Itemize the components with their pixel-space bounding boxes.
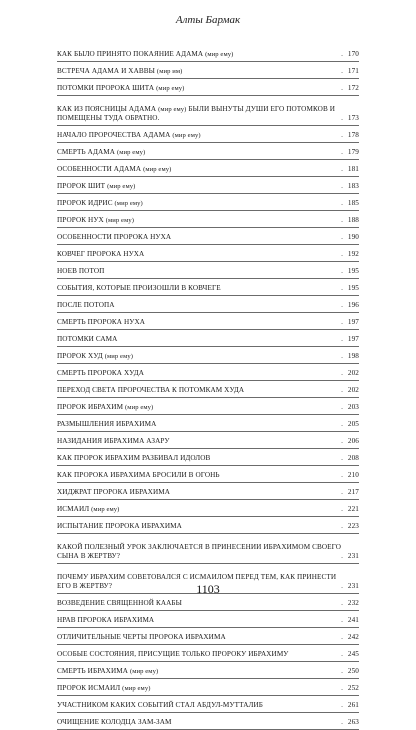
- toc-leader-dots: .: [341, 505, 343, 513]
- toc-entry-title-text: ПОСЛЕ ПОТОПА: [57, 301, 115, 309]
- toc-leader-dots: .: [341, 616, 343, 624]
- toc-entry-title: [57, 105, 341, 123]
- toc-entry-page: 170: [347, 50, 359, 58]
- toc-leader-dots: .: [341, 216, 343, 224]
- toc-entry-title: [57, 616, 341, 625]
- toc-entry[interactable]: [57, 517, 359, 534]
- toc-entry-page: 197: [347, 318, 359, 326]
- toc-entry-title-text: ПРОРОК ИБРАХИМ: [57, 403, 124, 411]
- toc-entry-page: 190: [347, 233, 359, 241]
- toc-leader-dots: .: [341, 250, 343, 258]
- toc-entry-page: 250: [347, 667, 359, 675]
- toc-entry-title: [57, 454, 341, 463]
- toc-entry-note: (мир ему): [125, 404, 154, 411]
- toc-entry-note: (мир ему): [116, 149, 146, 156]
- toc-entry-page: 171: [347, 67, 359, 75]
- toc-entry-title-text: ПРОРОК ШИТ: [57, 182, 106, 190]
- toc-entry-title-text: ОСОБЕННОСТИ ПРОРОКА НУХА: [57, 233, 172, 241]
- toc-entry-title: [57, 250, 341, 259]
- toc-entry[interactable]: [57, 432, 359, 449]
- toc-entry-title-text: НАЗИДАНИЯ ИБРАХИМА АЗАРУ: [57, 437, 170, 445]
- toc-entry-title-text: СМЕРТЬ ПРОРОКА НУХА: [57, 318, 146, 326]
- toc-entry-title-text: ПРОРОК ИСМАИЛ: [57, 684, 121, 692]
- toc-leader-dots: .: [341, 454, 343, 462]
- toc-leader-dots: .: [341, 403, 343, 411]
- toc-entry[interactable]: [57, 628, 359, 645]
- toc-entry[interactable]: [57, 500, 359, 517]
- toc-entry-page: 221: [347, 505, 359, 513]
- toc-leader-dots: .: [341, 233, 343, 241]
- toc-entry[interactable]: [57, 296, 359, 313]
- toc-entry-title-text: ОТЛИЧИТЕЛЬНЫЕ ЧЕРТЫ ПРОРОКА ИБРАХИМА: [57, 633, 226, 641]
- toc-entry-note: (мир ему): [107, 183, 136, 190]
- toc-entry-title-text: КАК ПРОРОКА ИБРАХИМА БРОСИЛИ В ОГОНЬ: [57, 471, 220, 479]
- toc-entry-title: [57, 199, 341, 208]
- toc-entry-title: [57, 633, 341, 642]
- toc-entry-note: (мир ему): [172, 132, 201, 139]
- toc-entry-page: 181: [347, 165, 359, 173]
- toc-leader-dots: .: [341, 165, 343, 173]
- toc-entry[interactable]: [57, 279, 359, 296]
- toc-entry-note: (мир ему): [156, 85, 185, 92]
- toc-entry-title: [57, 599, 341, 608]
- toc-entry-title: [57, 522, 341, 531]
- toc-entry-page: 172: [347, 84, 359, 92]
- toc-entry-title-text: ХИДЖРАТ ПРОРОКА ИБРАХИМА: [57, 488, 171, 496]
- toc-leader-dots: .: [341, 301, 343, 309]
- toc-entry-page: 205: [347, 420, 359, 428]
- toc-entry-page: 195: [347, 284, 359, 292]
- toc-entry-page: 173: [347, 114, 359, 122]
- toc-entry-title-text: НРАВ ПРОРОКА ИБРАХИМА: [57, 616, 155, 624]
- toc-leader-dots: .: [341, 471, 343, 479]
- toc-entry-title: [57, 505, 341, 514]
- toc-entry-title: [57, 284, 341, 293]
- running-title: Алты Бармак: [175, 14, 241, 26]
- toc-entry[interactable]: [57, 62, 359, 79]
- toc-entry-page: 263: [347, 718, 359, 726]
- toc-entry[interactable]: [57, 534, 359, 564]
- toc-entry[interactable]: [57, 662, 359, 679]
- toc-entry[interactable]: [57, 96, 359, 126]
- toc-entry[interactable]: [57, 645, 359, 662]
- toc-entry-title-text: КАКОЙ ПОЛЕЗНЫЙ УРОК ЗАКЛЮЧАЕТСЯ В ПРИНЕСЕНИИ ИБРАХИМОМ СВОЕГО СЫНА В ЖЕРТВУ?: [57, 543, 342, 560]
- toc-entry-title: [57, 216, 341, 225]
- toc-entry-page: 241: [347, 616, 359, 624]
- toc-entry-title-text: ИСМАИЛ: [57, 505, 90, 513]
- toc-entry-title-text: КАК ИЗ ПОЯСНИЦЫ АДАМА: [57, 105, 157, 113]
- toc-entry-note: (мир ему): [143, 166, 172, 173]
- toc-entry[interactable]: [57, 696, 359, 713]
- toc-entry-page: 196: [347, 301, 359, 309]
- toc-leader-dots: .: [341, 420, 343, 428]
- toc-entry-title: [57, 420, 341, 429]
- toc-entry-title: [57, 148, 341, 157]
- toc-entry-title: [57, 67, 341, 76]
- toc-entry-title-text: ВСТРЕЧА АДАМА И ХАВВЫ: [57, 67, 156, 75]
- toc-entry-page: 206: [347, 437, 359, 445]
- toc-leader-dots: .: [341, 650, 343, 658]
- toc-entry-page: 185: [347, 199, 359, 207]
- toc-entry-title-continued: БЫЛИ ВЫНУТЫ ДУШИ ЕГО ПОТОМКОВ И ПОМЕЩЕНЫ ТУДА ОБРАТНО.: [57, 105, 336, 122]
- toc-entry-title: [57, 301, 341, 310]
- toc-entry-title: [57, 267, 341, 276]
- toc-leader-dots: .: [341, 488, 343, 496]
- toc-entry-page: 188: [347, 216, 359, 224]
- toc-leader-dots: .: [341, 352, 343, 360]
- toc-entry-title: [57, 233, 341, 242]
- toc-entry-title: [57, 182, 341, 191]
- toc-entry-title: [57, 684, 341, 693]
- toc-entry[interactable]: [57, 449, 359, 466]
- toc-entry-title-text: КАК ПРОРОК ИБРАХИМ РАЗБИВАЛ ИДОЛОВ: [57, 454, 211, 462]
- toc-entry[interactable]: [57, 466, 359, 483]
- toc-leader-dots: .: [341, 582, 343, 590]
- toc-entry-note: (мир ему): [158, 106, 187, 113]
- toc-entry-page: 252: [347, 684, 359, 692]
- toc-entry-title-text: СОБЫТИЯ, КОТОРЫЕ ПРОИЗОШЛИ В КОВЧЕГЕ: [57, 284, 221, 292]
- toc-entry-page: 232: [347, 599, 359, 607]
- table-of-contents: [57, 45, 359, 730]
- toc-entry-page: 231: [347, 582, 359, 590]
- toc-entry-title-text: ПОТОМКИ ПРОРОКА ШИТА: [57, 84, 155, 92]
- toc-entry[interactable]: [57, 126, 359, 143]
- toc-leader-dots: .: [341, 386, 343, 394]
- toc-entry-title-text: СМЕРТЬ ПРОРОКА ХУДА: [57, 369, 145, 377]
- toc-leader-dots: .: [341, 318, 343, 326]
- toc-leader-dots: .: [341, 633, 343, 641]
- toc-leader-dots: .: [341, 552, 343, 560]
- toc-entry-title-text: КОВЧЕГ ПРОРОКА НУХА: [57, 250, 145, 258]
- toc-entry-page: 179: [347, 148, 359, 156]
- toc-entry-title-text: ИСПЫТАНИЕ ПРОРОКА ИБРАХИМА: [57, 522, 182, 530]
- toc-entry-title-text: ОСОБЕННОСТИ АДАМА: [57, 165, 142, 173]
- toc-entry-title-text: ПРОРОК НУХ: [57, 216, 104, 224]
- toc-entry-title-text: ПРОРОК ИДРИС: [57, 199, 113, 207]
- toc-entry-title: [57, 437, 341, 446]
- toc-leader-dots: .: [341, 67, 343, 75]
- toc-entry[interactable]: [57, 364, 359, 381]
- toc-entry[interactable]: [57, 679, 359, 696]
- toc-entry-title: [57, 650, 341, 659]
- toc-leader-dots: .: [341, 599, 343, 607]
- toc-entry[interactable]: [57, 398, 359, 415]
- toc-leader-dots: .: [341, 267, 343, 275]
- toc-entry[interactable]: [57, 160, 359, 177]
- toc-entry-title-text: ВОЗВЕДЕНИЕ СВЯЩЕННОЙ КААБЫ: [57, 599, 183, 607]
- toc-entry-title: [57, 165, 341, 174]
- toc-entry-note: (мир ему): [114, 200, 143, 207]
- toc-entry[interactable]: [57, 415, 359, 432]
- toc-entry-title-text: НОЕВ ПОТОП: [57, 267, 105, 275]
- toc-entry[interactable]: [57, 330, 359, 347]
- toc-entry-note: (мир ему): [122, 685, 151, 692]
- toc-entry-title: [57, 335, 341, 344]
- toc-entry-page: 223: [347, 522, 359, 530]
- toc-entry-title-text: СМЕРТЬ ИБРАХИМА: [57, 667, 129, 675]
- toc-entry-page: 203: [347, 403, 359, 411]
- toc-entry[interactable]: [57, 194, 359, 211]
- toc-entry-title: [57, 701, 341, 710]
- toc-entry-page: 202: [347, 386, 359, 394]
- toc-entry-title: [57, 403, 341, 412]
- toc-entry[interactable]: [57, 177, 359, 194]
- toc-entry-page: 202: [347, 369, 359, 377]
- toc-leader-dots: .: [341, 284, 343, 292]
- toc-entry-page: 210: [347, 471, 359, 479]
- toc-entry-note: (мир ему): [105, 217, 135, 224]
- toc-entry-title-text: ПОТОМКИ САМА: [57, 335, 118, 343]
- toc-entry-page: 197: [347, 335, 359, 343]
- toc-entry-title-text: НАЧАЛО ПРОРОЧЕСТВА АДАМА: [57, 131, 171, 139]
- toc-entry-title-text: ПРОРОК ХУД: [57, 352, 103, 360]
- toc-entry-page: 178: [347, 131, 359, 139]
- toc-leader-dots: .: [341, 684, 343, 692]
- toc-entry-title-text: УЧАСТНИКОМ КАКИХ СОБЫТИЙ СТАЛ АБДУЛ-МУТТАЛИБ: [57, 701, 264, 709]
- toc-entry-title-text: РАЗМЫШЛЕНИЯ ИБРАХИМА: [57, 420, 157, 428]
- toc-entry[interactable]: [57, 347, 359, 364]
- toc-entry-title: [57, 369, 341, 378]
- toc-entry-title-text: ОЧИЩЕНИЕ КОЛОДЦА ЗАМ-ЗАМ: [57, 718, 172, 726]
- toc-entry-title: [57, 471, 341, 480]
- page-number: 1103: [196, 582, 220, 596]
- toc-entry-title: [57, 318, 341, 327]
- toc-leader-dots: .: [341, 84, 343, 92]
- toc-entry-title-text: КАК БЫЛО ПРИНЯТО ПОКАЯНИЕ АДАМА: [57, 50, 204, 58]
- toc-leader-dots: .: [341, 718, 343, 726]
- toc-leader-dots: .: [341, 199, 343, 207]
- toc-leader-dots: .: [341, 667, 343, 675]
- toc-entry[interactable]: [57, 228, 359, 245]
- toc-entry-note: (мир ему): [104, 353, 134, 360]
- toc-leader-dots: .: [341, 182, 343, 190]
- toc-entry-title: [57, 131, 341, 140]
- toc-entry-title-text: СМЕРТЬ АДАМА: [57, 148, 116, 156]
- toc-entry-title: [57, 718, 341, 727]
- toc-leader-dots: .: [341, 335, 343, 343]
- toc-entry-title-text: ПЕРЕХОД СВЕТА ПРОРОЧЕСТВА К ПОТОМКАМ ХУДА: [57, 386, 245, 394]
- toc-entry-page: 242: [347, 633, 359, 641]
- toc-leader-dots: .: [341, 50, 343, 58]
- toc-leader-dots: .: [341, 131, 343, 139]
- toc-entry-note: (мир ему): [129, 668, 159, 675]
- toc-entry-note: (мир им): [156, 68, 183, 75]
- toc-entry[interactable]: [57, 713, 359, 730]
- toc-entry-note: (мир ему): [205, 51, 234, 58]
- toc-entry-page: 217: [347, 488, 359, 496]
- toc-entry[interactable]: [57, 211, 359, 228]
- toc-entry[interactable]: [57, 483, 359, 500]
- toc-entry[interactable]: [57, 381, 359, 398]
- toc-entry-page: 192: [347, 250, 359, 258]
- toc-entry-page: 183: [347, 182, 359, 190]
- toc-entry-title: [57, 543, 341, 561]
- toc-leader-dots: .: [341, 369, 343, 377]
- toc-leader-dots: .: [341, 148, 343, 156]
- toc-entry[interactable]: [57, 611, 359, 628]
- toc-entry[interactable]: [57, 143, 359, 160]
- toc-entry-title-text: ПОЧЕМУ ИБРАХИМ СОВЕТОВАЛСЯ С ИСМАИЛОМ ПЕРЕД ТЕМ, КАК ПРИНЕСТИ ЕГО В ЖЕРТВУ?: [57, 573, 337, 590]
- toc-entry-title: [57, 667, 341, 676]
- toc-entry-page: 231: [347, 552, 359, 560]
- toc-entry[interactable]: [57, 45, 359, 62]
- toc-entry[interactable]: [57, 79, 359, 96]
- toc-leader-dots: .: [341, 522, 343, 530]
- toc-leader-dots: .: [341, 701, 343, 709]
- toc-leader-dots: .: [341, 437, 343, 445]
- toc-entry[interactable]: [57, 313, 359, 330]
- toc-entry-page: 198: [347, 352, 359, 360]
- toc-entry-title-text: ОСОБЫЕ СОСТОЯНИЯ, ПРИСУЩИЕ ТОЛЬКО ПРОРОКУ ИБРАХИМУ: [57, 650, 289, 658]
- toc-entry[interactable]: [57, 262, 359, 279]
- toc-entry-page: 195: [347, 267, 359, 275]
- toc-entry-title: [57, 50, 341, 59]
- toc-entry-page: 245: [347, 650, 359, 658]
- toc-entry-page: 208: [347, 454, 359, 462]
- toc-entry-page: 261: [347, 701, 359, 709]
- toc-entry-title: [57, 386, 341, 395]
- toc-entry[interactable]: [57, 245, 359, 262]
- toc-entry-title: [57, 352, 341, 361]
- toc-entry-title: [57, 488, 341, 497]
- toc-entry-note: (мир ему): [91, 506, 120, 513]
- toc-entry-title: [57, 84, 341, 93]
- toc-leader-dots: .: [341, 114, 343, 122]
